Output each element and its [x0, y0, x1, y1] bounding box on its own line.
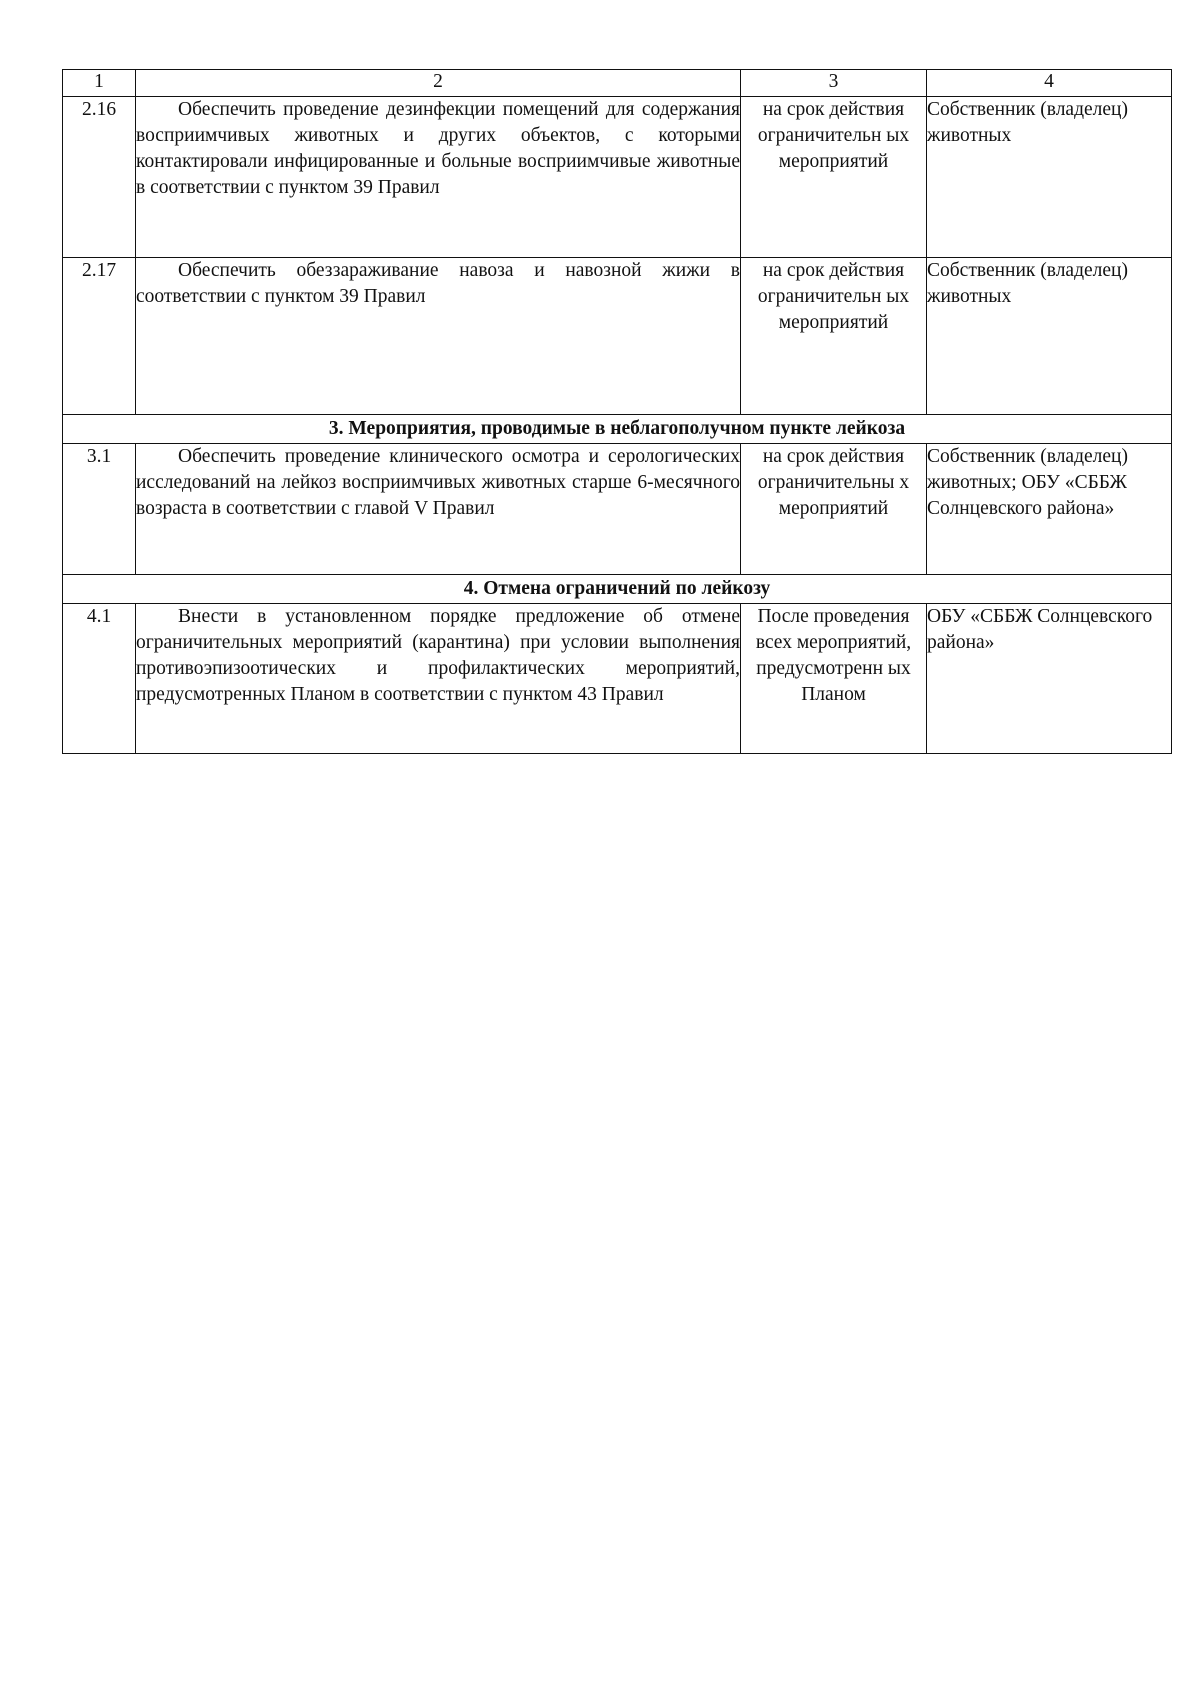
- row-measure-text: Обеспечить проведение дезинфекции помещений для содержания восприимчивых животных и других объектов, с которыми контактировали инфицированные и больные восприимчивые животные в соответствии с пунктом 39 Правил: [136, 97, 741, 258]
- row-number: 2.17: [63, 258, 136, 415]
- table-row: [63, 258, 1172, 415]
- row-responsible: Собственник (владелец) животных; ОБУ «СББЖ Солнцевского района»: [927, 444, 1172, 575]
- row-measure-text: Внести в установленном порядке предложение об отмене ограничительных мероприятий (карантина) при условии выполнения противоэпизоотических и профилактических мероприятий, предусмотренных Планом в соответствии с пунктом 43 Правил: [136, 604, 741, 754]
- section-header-row: [63, 415, 1172, 444]
- row-term: на срок действия ограничительн ых мероприятий: [741, 258, 927, 415]
- section-title: 3. Мероприятия, проводимые в неблагополучном пункте лейкоза: [63, 415, 1172, 444]
- row-measure-text: Обеспечить проведение клинического осмотра и серологических исследований на лейкоз восприимчивых животных старше 6-месячного возраста в соответствии с главой V Правил: [136, 444, 741, 575]
- row-term: на срок действия ограничительн ых мероприятий: [741, 97, 927, 258]
- row-term: на срок действия ограничительны х мероприятий: [741, 444, 927, 575]
- row-number: 4.1: [63, 604, 136, 754]
- row-responsible: Собственник (владелец) животных: [927, 258, 1172, 415]
- table-header-row: [63, 70, 1172, 97]
- column-number-1: 1: [63, 70, 136, 97]
- measures-table: [62, 69, 1172, 754]
- section-title: 4. Отмена ограничений по лейкозу: [63, 575, 1172, 604]
- row-responsible: Собственник (владелец) животных: [927, 97, 1172, 258]
- row-number: 3.1: [63, 444, 136, 575]
- row-term: После проведения всех мероприятий, предусмотренн ых Планом: [741, 604, 927, 754]
- table-row: [63, 97, 1172, 258]
- row-number: 2.16: [63, 97, 136, 258]
- table-row: [63, 604, 1172, 754]
- table-row: [63, 444, 1172, 575]
- row-measure-text: Обеспечить обеззараживание навоза и навозной жижи в соответствии с пунктом 39 Правил: [136, 258, 741, 415]
- section-header-row: [63, 575, 1172, 604]
- column-number-3: 3: [741, 70, 927, 97]
- column-number-2: 2: [136, 70, 741, 97]
- row-responsible: ОБУ «СББЖ Солнцевского района»: [927, 604, 1172, 754]
- column-number-4: 4: [927, 70, 1172, 97]
